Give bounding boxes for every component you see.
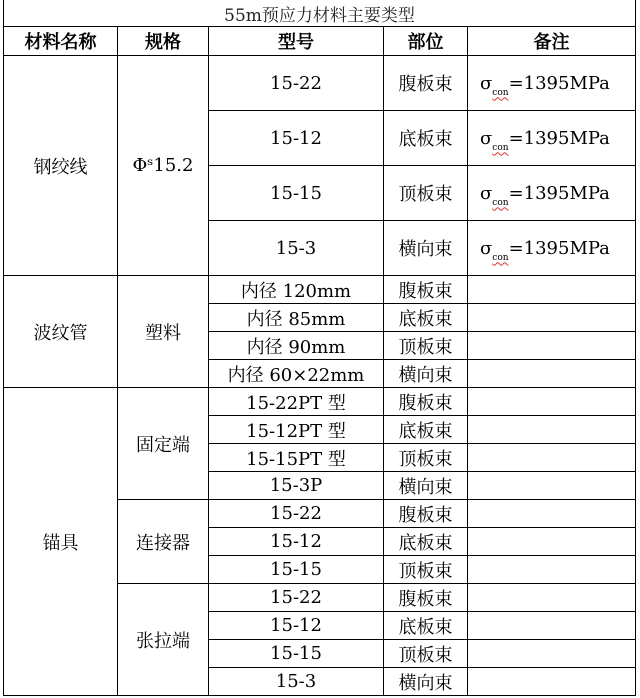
remark-cell	[468, 166, 636, 221]
position-cell: 底板束	[384, 416, 468, 444]
position-cell: 腹板束	[384, 500, 468, 528]
model-cell: 15-12	[209, 528, 384, 556]
remark-cell	[468, 640, 636, 668]
spec-cell: 塑料	[118, 276, 209, 388]
position-cell: 横向束	[384, 668, 468, 696]
model-cell: 15-15	[209, 556, 384, 584]
remark-cell	[468, 556, 636, 584]
remark-cell	[468, 304, 636, 332]
model-cell: 15-12	[209, 612, 384, 640]
table-row	[4, 56, 636, 111]
model-cell: 内径 85mm	[209, 304, 384, 332]
material-cell: 波纹管	[4, 276, 118, 388]
model-cell: 内径 120mm	[209, 276, 384, 304]
materials-table	[3, 0, 636, 696]
remark-value: =1395MPa	[508, 182, 610, 204]
position-cell: 底板束	[384, 528, 468, 556]
header-spec: 规格	[118, 27, 209, 56]
model-cell: 15-22	[209, 500, 384, 528]
remark-value: =1395MPa	[508, 127, 610, 149]
model-cell: 15-15PT 型	[209, 444, 384, 472]
position-cell: 底板束	[384, 111, 468, 166]
model-cell: 15-3	[209, 221, 384, 276]
remark-cell	[468, 111, 636, 166]
remark-cell	[468, 584, 636, 612]
model-cell: 15-22	[209, 56, 384, 111]
remark-cell	[468, 276, 636, 304]
remark-cell	[468, 332, 636, 360]
remark-cell	[468, 528, 636, 556]
remark-cell	[468, 612, 636, 640]
model-cell: 内径 60×22mm	[209, 360, 384, 388]
position-cell: 腹板束	[384, 56, 468, 111]
remark-cell	[468, 444, 636, 472]
remark-cell	[468, 472, 636, 500]
model-cell: 内径 90mm	[209, 332, 384, 360]
position-cell: 顶板束	[384, 332, 468, 360]
spec-cell: 连接器	[118, 500, 209, 584]
position-cell: 顶板束	[384, 166, 468, 221]
spec-cell: Φˢ15.2	[118, 56, 209, 276]
position-cell: 腹板束	[384, 584, 468, 612]
model-cell: 15-12PT 型	[209, 416, 384, 444]
model-cell: 15-15	[209, 166, 384, 221]
remark-cell	[468, 56, 636, 111]
sigma-symbol: σ	[480, 72, 493, 94]
header-material: 材料名称	[4, 27, 118, 56]
position-cell: 顶板束	[384, 444, 468, 472]
sigma-subscript: con	[492, 87, 509, 98]
model-cell: 15-3	[209, 668, 384, 696]
model-cell: 15-22PT 型	[209, 388, 384, 416]
position-cell: 横向束	[384, 472, 468, 500]
remark-cell	[468, 360, 636, 388]
remark-cell	[468, 388, 636, 416]
material-cell: 锚具	[4, 388, 118, 696]
header-position: 部位	[384, 27, 468, 56]
model-cell: 15-15	[209, 640, 384, 668]
model-cell: 15-22	[209, 584, 384, 612]
remark-cell	[468, 416, 636, 444]
remark-cell	[468, 221, 636, 276]
table-row	[4, 276, 636, 304]
material-cell: 钢绞线	[4, 56, 118, 276]
remark-cell	[468, 668, 636, 696]
model-cell: 15-12	[209, 111, 384, 166]
position-cell: 横向束	[384, 221, 468, 276]
position-cell: 横向束	[384, 360, 468, 388]
model-cell: 15-3P	[209, 472, 384, 500]
sigma-symbol: σ	[480, 127, 493, 149]
materials-sheet	[3, 0, 635, 694]
table-row	[4, 388, 636, 416]
remark-value: =1395MPa	[508, 72, 610, 94]
spec-cell: 固定端	[118, 388, 209, 500]
header-model: 型号	[209, 27, 384, 56]
spec-cell: 张拉端	[118, 584, 209, 696]
position-cell: 底板束	[384, 304, 468, 332]
sigma-subscript: con	[492, 142, 509, 153]
sigma-subscript: con	[492, 197, 509, 208]
position-cell: 腹板束	[384, 388, 468, 416]
remark-cell	[468, 500, 636, 528]
sigma-symbol: σ	[480, 182, 493, 204]
position-cell: 底板束	[384, 612, 468, 640]
sigma-subscript: con	[492, 252, 509, 263]
position-cell: 腹板束	[384, 276, 468, 304]
table-title: 55m预应力材料主要类型	[4, 0, 636, 27]
header-remarks: 备注	[468, 27, 636, 56]
position-cell: 顶板束	[384, 556, 468, 584]
remark-value: =1395MPa	[508, 237, 610, 259]
position-cell: 顶板束	[384, 640, 468, 668]
sigma-symbol: σ	[480, 237, 493, 259]
